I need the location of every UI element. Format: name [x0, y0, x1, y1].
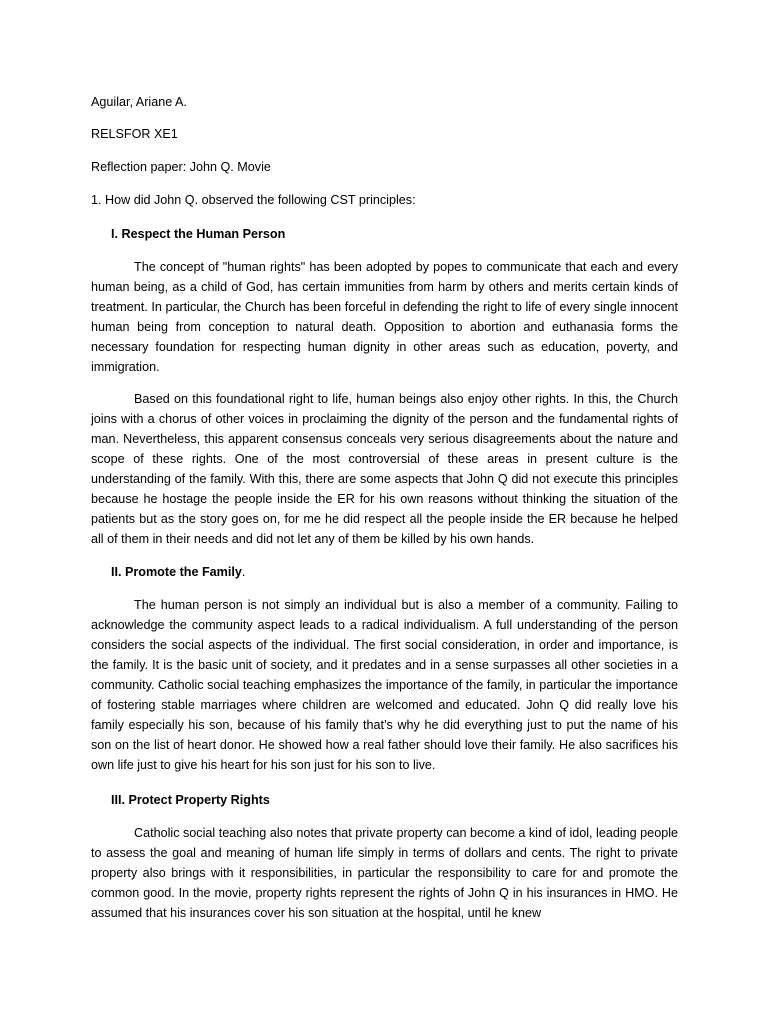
course-code: RELSFOR XE1	[91, 127, 178, 141]
paragraph-human-rights: The concept of "human rights" has been adopted by popes to communicate that each and every human being, as a child of God, has certain immunities from harm by others and merits certain kinds of treatment. In particular, the Church has been forceful in defending the right to life of every single innocent human being from conception to natural death. Opposition to abortion and euthanasia forms the necessary foundation for respecting human dignity in other areas such as education, poverty, and immigration.	[91, 260, 678, 374]
paragraph-right-to-life: Based on this foundational right to life, human beings also enjoy other rights. In this, the Church joins with a chorus of other voices in proclaiming the dignity of the person and the fundamental rights of man. Nevertheless, this apparent consensus conceals very serious disagreements about the nature and scope of these rights. One of the most controversial of these areas in present culture is the understanding of the family. With this, there are some aspects that John Q did not execute this principles because he hostage the people inside the ER for his own reasons without thinking the situation of the patients but as the story goes on, for me he did respect all the people inside the ER because he helped all of them in their needs and did not let any of them be killed by his own hands.	[91, 392, 678, 546]
section-heading-promote-family-label: II. Promote the Family	[111, 565, 242, 579]
paper-title: Reflection paper: John Q. Movie	[91, 160, 271, 174]
paragraph-family: The human person is not simply an individual but is also a member of a community. Failing to acknowledge the community aspect leads to a radical individualism. A full understanding of the person considers the social aspects of the individual. The first social consideration, in order and importance, is the family. It is the basic unit of society, and it predates and in a sense surpasses all other societies in a community. Catholic social teaching emphasizes the importance of the family, in particular the importance of fostering stable marriages where children are welcomed and educated. John Q did really love his family especially his son, because of his family that’s why he did everything just to put the name of his son on the list of heart donor. He showed how a real father should love their family. He also sacrifices his own life just to give his heart for his son just for his son to live.	[91, 598, 678, 772]
section-heading-respect-human-person: I. Respect the Human Person	[111, 227, 286, 241]
question-prompt: 1. How did John Q. observed the following CST principles:	[91, 193, 416, 207]
section-heading-promote-family: II. Promote the Family.	[111, 565, 246, 579]
section-heading-property-rights: III. Protect Property Rights	[111, 793, 270, 807]
paragraph-property: Catholic social teaching also notes that private property can become a kind of idol, leading people to assess the goal and meaning of human life simply in terms of dollars and cents. The right to private property also brings with it responsibilities, in particular the responsibility to care for and promote the common good. In the movie, property rights represent the rights of John Q in his insurances in HMO. He assumed that his insurances cover his son situation at the hospital, until he knew	[91, 826, 678, 920]
author-name: Aguilar, Ariane A.	[91, 95, 187, 109]
